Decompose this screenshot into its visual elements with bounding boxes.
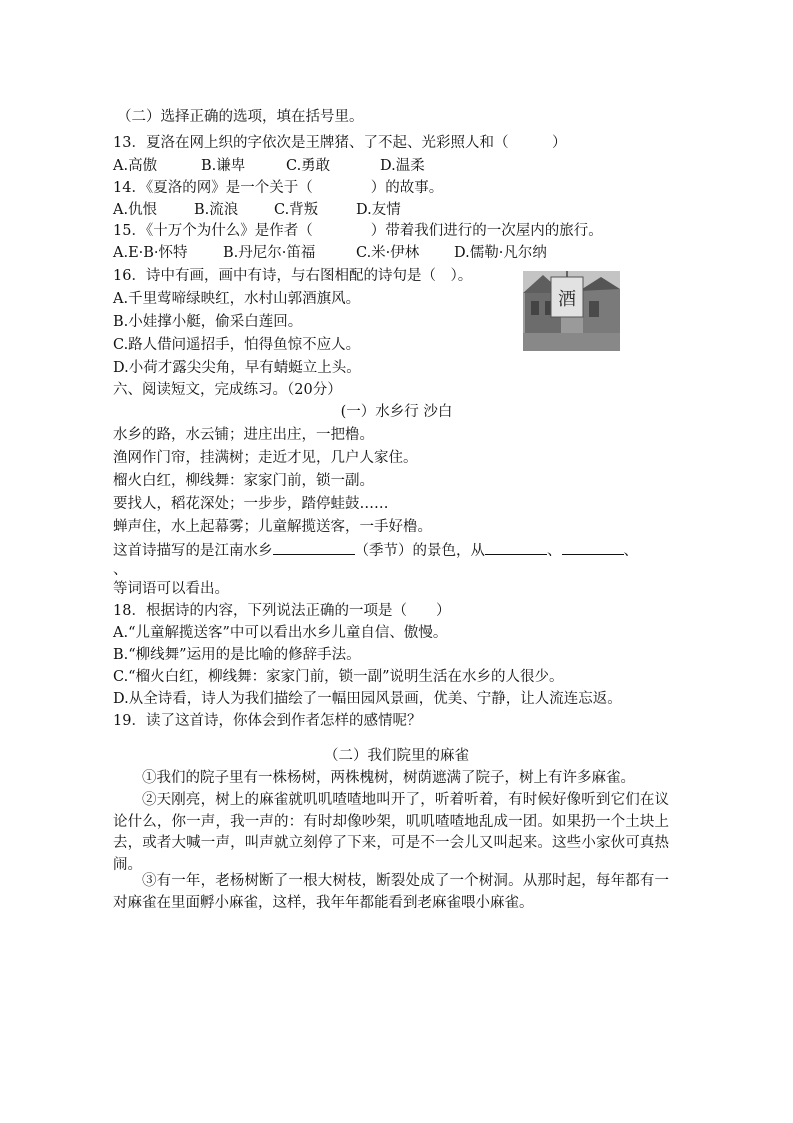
q16-stem: 16．诗中有画，画中有诗，与右图相配的诗句是（ ）。	[113, 268, 473, 284]
option: B.流浪	[194, 202, 239, 218]
word-blank-2[interactable]	[562, 540, 624, 555]
q18-option-d: D.从全诗看，诗人为我们描绘了一幅田园风景画，优美、宁静，让人流连忘返。	[113, 691, 622, 707]
option: C.背叛	[274, 202, 319, 218]
q18-stem: 18．根据诗的内容，下列说法正确的一项是（ ）	[113, 603, 451, 619]
wine-flag-character: 酒	[558, 289, 576, 310]
poem-line: 榴火白红，柳线舞：家家门前，锁一副。	[113, 473, 374, 489]
q14-stem: 14．《夏洛的网》是一个关于（ ）的故事。	[113, 180, 444, 196]
option: D.友情	[356, 202, 401, 218]
passage-paragraph-3: ③有一年，老杨树断了一根大树枝，断裂处成了一个树洞。从那时起，每年都有一对麻雀在里面孵小麻雀，这样，我年年都能看到老麻雀喂小麻雀。	[113, 873, 669, 911]
q18-option-c: C.“榴火白红，柳线舞：家家门前，锁一副”说明生活在水乡的人很少。	[113, 669, 564, 685]
q16-option-a: A.千里莺啼绿映红，水村山郭酒旗风。	[113, 291, 361, 307]
q17-line-end: 等词语可以看出。	[113, 581, 229, 597]
option: C.米·伊林	[356, 245, 420, 261]
wine-flag-village-picture	[523, 271, 620, 351]
option: C.勇敢	[286, 158, 331, 174]
q15-options	[113, 243, 547, 263]
q15-stem: 15．《十万个为什么》是作者（ ）带着我们进行的一次屋内的旅行。	[113, 223, 603, 239]
q19-stem: 19．读了这首诗，你体会到作者怎样的感情呢？	[113, 713, 422, 729]
option: D.温柔	[380, 158, 425, 174]
q16-option-d: D.小荷才露尖尖角，早有蜻蜓立上头。	[113, 360, 361, 376]
q16-option-c: C.路人借问遥招手，怕得鱼惊不应人。	[113, 337, 361, 353]
option: D.儒勒·凡尔纳	[454, 245, 547, 261]
q13-stem: 13．夏洛在网上织的字依次是王牌猪、了不起、光彩照人和（ ）	[113, 135, 567, 151]
season-blank[interactable]	[273, 540, 355, 555]
poem-line: 水乡的路，水云铺；进庄出庄，一把橹。	[113, 427, 374, 443]
q17-line: 这首诗描写的是江南水乡 （季节）的景色，从 、 、	[113, 540, 638, 561]
q14-options	[113, 200, 401, 220]
section2-title: （二）选择正确的选项，填在括号里。	[117, 109, 364, 125]
q16-option-b: B.小娃撑小艇，偷采白莲回。	[113, 314, 303, 330]
option: A.仇恨	[113, 202, 158, 218]
village-scene-image	[523, 271, 620, 351]
poem-line: 渔网作门帘，挂满树；走近才见，几户人家住。	[113, 450, 418, 466]
poem-line: 要找人，稻花深处；一步步，踏停蛙鼓……	[113, 496, 389, 512]
option: A.高傲	[113, 158, 158, 174]
option: A.E·B·怀特	[113, 245, 188, 261]
passage-paragraph-2: ②天刚亮，树上的麻雀就叽叽喳喳地叫开了，听着听着，有时候好像听到它们在议论什么，你一声，我一声的：有时却像吵架，叽叽喳喳地乱成一团。如果扔一个土块上去，或者大喊一声，叫声就立刻停了下来，可是不一会儿又叫起来。这些小家伙可真热闹。	[113, 792, 669, 873]
q13-options	[113, 156, 425, 176]
q18-option-a: A.“儿童解揽送客”中可以看出水乡儿童自信、傲慢。	[113, 625, 448, 641]
q18-option-b: B.“柳线舞”运用的是比喻的修辞手法。	[113, 647, 361, 663]
q17-overflow-separator: 、	[113, 562, 128, 578]
poem-title: (一）水乡行 沙白	[340, 404, 453, 420]
poem-line: 蝉声住，水上起幕雾；儿童解揽送客，一手好橹。	[113, 519, 432, 535]
passage-paragraph-1: ①我们的院子里有一株杨树，两株槐树，树荫遮满了院子，树上有许多麻雀。	[142, 770, 635, 786]
option: B.丹尼尔·笛福	[223, 245, 316, 261]
section6-title: 六、阅读短文，完成练习。（20分）	[113, 382, 342, 398]
passage-title: （二）我们院里的麻雀	[324, 748, 469, 764]
word-blank-1[interactable]	[485, 540, 547, 555]
option: B.谦卑	[201, 158, 246, 174]
